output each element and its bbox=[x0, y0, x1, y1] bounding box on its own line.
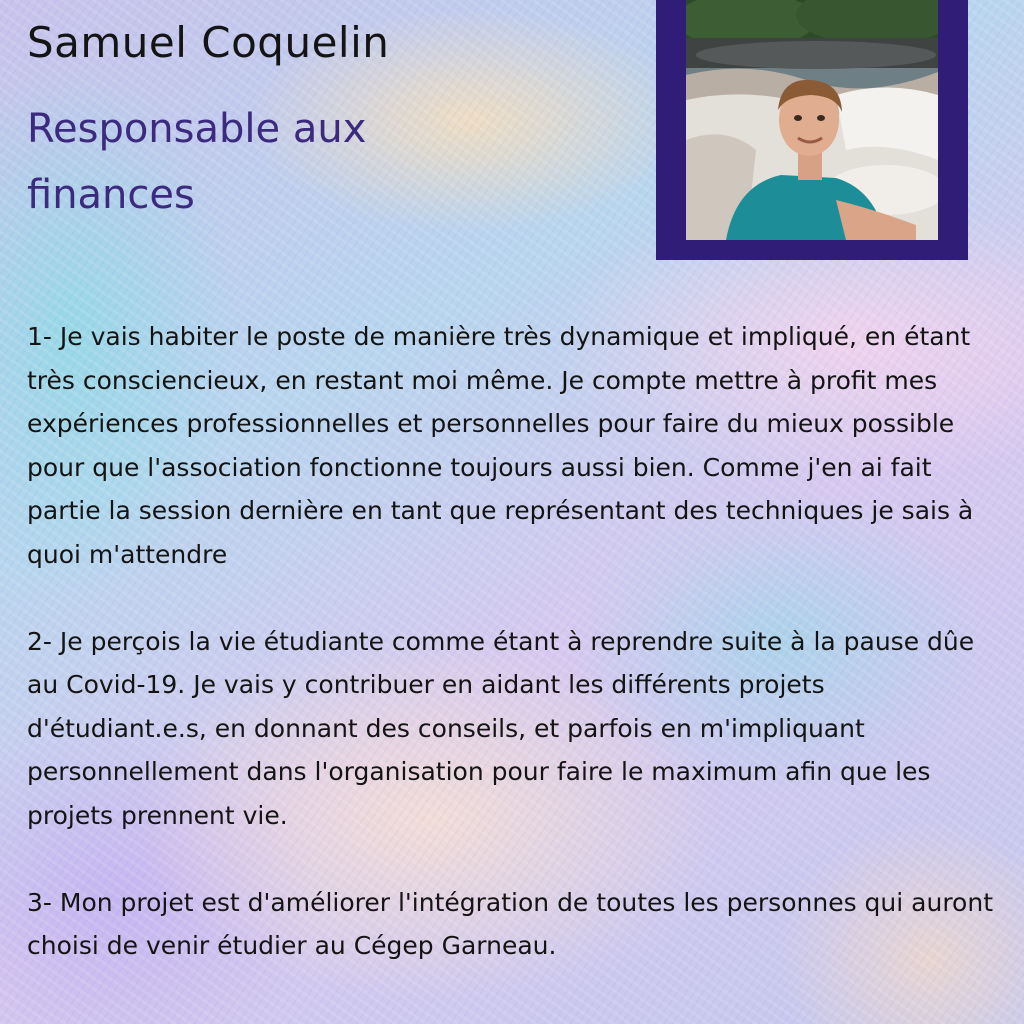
photo-frame bbox=[656, 0, 968, 260]
answer-3: 3- Mon projet est d'améliorer l'intégration de toutes les personnes qui auront choisi de venir étudier au Cégep Garneau. bbox=[27, 887, 993, 960]
answer-1: 1- Je vais habiter le poste de manière très dynamique et impliqué, en étant très consciencieux, en restant moi même. Je compte mettre à profit mes expériences professionnelles et personnelles pour faire du mieux possible pour que l'association fonctionne toujours aussi bien. Comme j'en ai fait partie la session dernière en tant que représentant des techniques je sais à quoi m'attendre bbox=[27, 322, 974, 569]
spacer bbox=[27, 576, 997, 620]
candidate-role: Responsable aux finances bbox=[27, 106, 367, 218]
answers-section bbox=[27, 315, 997, 968]
portrait-photo bbox=[686, 0, 938, 240]
answer-2: 2- Je perçois la vie étudiante comme étant à reprendre suite à la pause dûe au Covid-19. Je vais y contribuer en aidant les différents projets d'étudiant.e.s, en donnant des conseils, et parfois en m'impliquant personnellement dans l'organisation pour faire le maximum afin que les projets prennent vie. bbox=[27, 626, 975, 830]
candidate-name: Samuel Coquelin bbox=[27, 18, 390, 67]
spacer bbox=[27, 837, 997, 881]
